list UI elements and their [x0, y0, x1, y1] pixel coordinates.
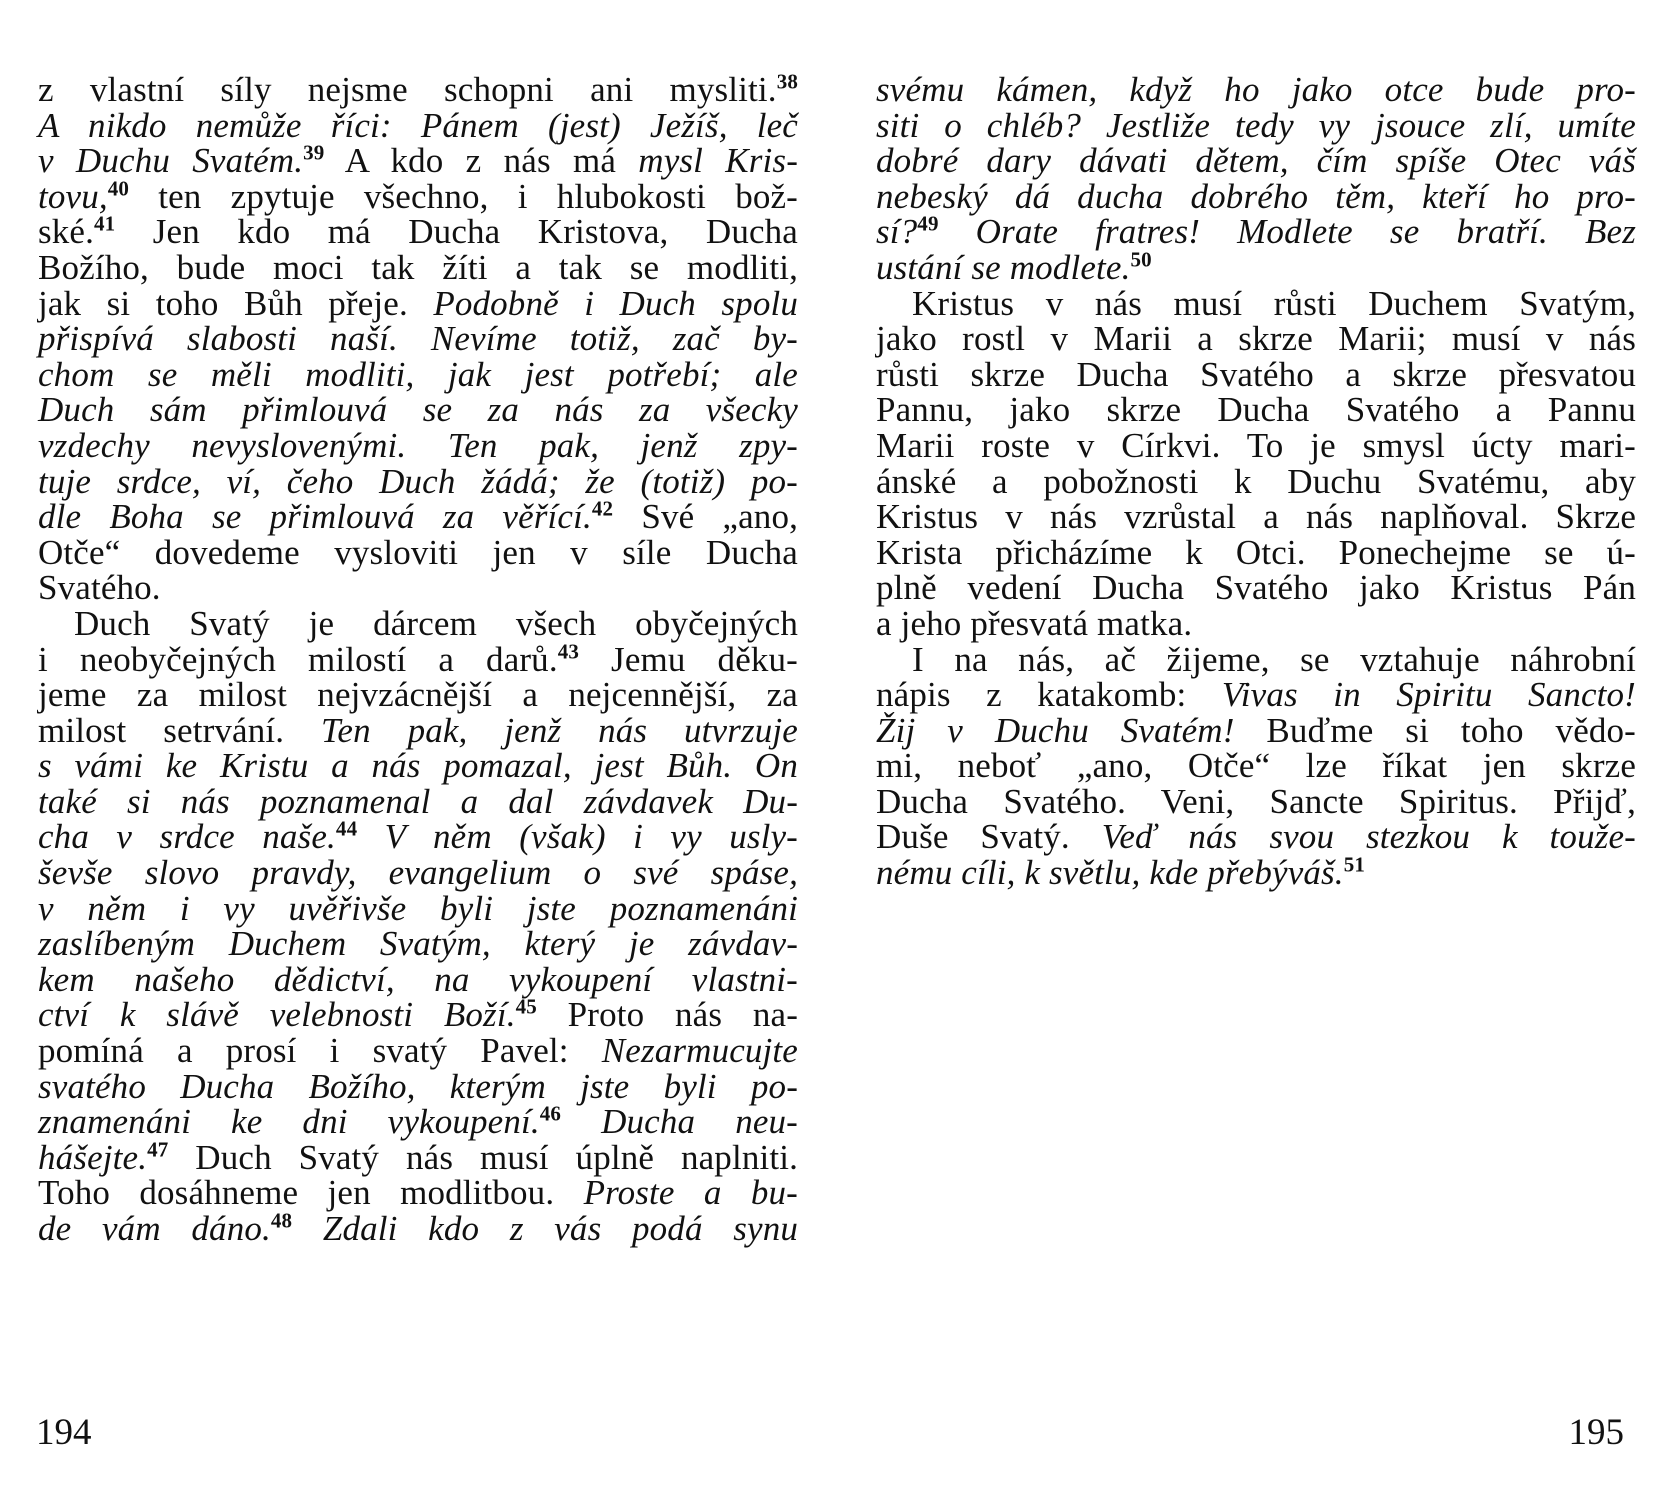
page-number-left: 194 — [36, 1412, 92, 1453]
italic-quote-text: Veď nás svou stezkou k touže- — [1101, 817, 1636, 857]
text-line — [38, 105, 798, 145]
text-line — [38, 247, 798, 287]
text-line — [38, 855, 798, 891]
italic-quote-text: Orate fratres! Modlete se bratří. Bez — [938, 212, 1636, 252]
text-line — [38, 603, 798, 643]
italic-quote-text: Ten pak, jenž nás utvrzuje — [321, 710, 798, 750]
text-line — [38, 570, 798, 606]
right-page — [876, 72, 1636, 891]
italic-quote-text: zaslíbeným Duchem Svatým, který je závdav- — [38, 924, 798, 964]
italic-quote-text: sí? — [876, 212, 918, 252]
body-text: jako rostl v Marii a skrze Marii; musí v nás — [876, 319, 1636, 359]
text-line — [38, 1208, 798, 1248]
italic-quote-text: de vám dáno. — [38, 1209, 271, 1248]
text-line — [38, 748, 798, 784]
body-text: a jeho přesvatá matka. — [876, 603, 1193, 643]
text-line — [876, 781, 1636, 821]
italic-quote-text: A nikdo nemůže říci: Pánem (jest) Ježíš, leč — [38, 105, 798, 145]
footnote-marker: 38 — [776, 69, 798, 94]
footnote-marker: 50 — [1130, 247, 1152, 272]
italic-quote-text: vzdechy nevyslovenými. Ten pak, jenž zpy- — [38, 425, 798, 465]
footnote-marker: 49 — [917, 211, 939, 236]
right-page-text — [876, 72, 1636, 891]
body-text: Ducha Svatého. Veni, Sancte Spiritus. Přijď, — [876, 781, 1636, 821]
italic-quote-text: dobré dary dávati dětem, čím spíše Otec váš — [876, 141, 1636, 181]
text-line — [876, 72, 1636, 108]
footnote-marker: 51 — [1343, 852, 1366, 877]
left-page-text — [38, 69, 798, 1248]
italic-quote-text: tovu, — [38, 176, 108, 216]
text-line — [876, 247, 1636, 287]
text-line — [876, 283, 1636, 323]
text-line — [38, 69, 798, 109]
text-line — [38, 1066, 798, 1106]
body-text: Své „ano, — [613, 497, 798, 537]
text-line — [38, 532, 798, 572]
italic-quote-text: svému kámen, když ho jako otce bude pro- — [876, 70, 1636, 109]
italic-quote-text: tuje srdce, ví, čeho Duch žádá; že (totiž) po- — [38, 461, 798, 501]
text-line — [38, 926, 798, 962]
body-text: Kristus v nás vzrůstal a nás naplňoval. Skrze — [876, 497, 1636, 537]
text-line — [38, 994, 798, 1035]
italic-quote-text: svatého Ducha Božího, kterým jste byli po- — [38, 1066, 798, 1106]
text-line — [876, 819, 1636, 855]
italic-quote-text: mysl Kris- — [638, 141, 798, 181]
text-line — [876, 499, 1636, 535]
footnote-marker: 40 — [107, 176, 130, 201]
text-line — [38, 888, 798, 928]
text-line — [876, 570, 1636, 606]
italic-quote-text: Žij v Duchu Svatém! — [876, 710, 1235, 750]
body-text: Jemu děku- — [579, 639, 798, 679]
text-line — [38, 638, 798, 679]
footnote-marker: 48 — [270, 1208, 293, 1233]
footnote-marker: 46 — [539, 1101, 562, 1126]
text-line — [38, 283, 798, 323]
text-line — [876, 392, 1636, 428]
italic-quote-text: ševše slovo pravdy, evangelium o své spáse, — [38, 853, 798, 893]
italic-quote-text: siti o chléb? Jestliže tedy vy jsouce zlí, umíte — [876, 105, 1636, 145]
text-line — [876, 211, 1636, 252]
text-line — [876, 710, 1636, 750]
text-line — [38, 176, 798, 216]
footnote-marker: 39 — [303, 140, 325, 165]
body-text: Buďme si toho vědo- — [1234, 710, 1636, 750]
text-line — [876, 425, 1636, 465]
body-text: Duch Svatý nás musí úplně naplniti. — [168, 1137, 798, 1177]
text-line — [38, 710, 798, 750]
footnote-marker: 47 — [147, 1137, 169, 1162]
italic-quote-text: ctví k slávě velebnosti Boží. — [38, 995, 516, 1035]
footnote-marker: 43 — [557, 638, 580, 663]
text-line — [38, 1175, 798, 1211]
body-text: Duše Svatý. — [876, 817, 1102, 857]
italic-quote-text: cha v srdce naše. — [38, 817, 336, 857]
text-line — [38, 140, 798, 181]
text-line — [38, 1101, 798, 1142]
body-text: Pannu, jako skrze Ducha Svatého a Pannu — [876, 390, 1636, 430]
body-text: Krista přicházíme k Otci. Ponechejme se ú- — [876, 532, 1636, 572]
italic-quote-text: s vámi ke Kristu a nás pomazal, jest Bůh. On — [38, 746, 798, 786]
body-text: nápis z katakomb: — [876, 675, 1222, 715]
italic-quote-text: V něm (však) i vy usly- — [357, 817, 798, 857]
italic-quote-text: chom se měli modliti, jak jest potřebí; ale — [38, 354, 798, 394]
body-text: Kristus v nás musí růsti Duchem Svatým, — [912, 283, 1636, 323]
text-line — [38, 354, 798, 394]
body-text: I na nás, ač žijeme, se vztahuje náhrobní — [912, 639, 1636, 679]
footnote-marker: 41 — [94, 211, 116, 236]
body-text: plně vedení Ducha Svatého jako Kristus Pán — [876, 568, 1636, 608]
body-text: mi, neboť „ano, Otče“ lze říkat jen skrze — [876, 746, 1636, 786]
text-line — [38, 392, 798, 428]
italic-quote-text: přispívá slabosti naší. Nevíme totiž, zač by- — [38, 319, 798, 359]
body-text: Božího, bude moci tak žíti a tak se modliti, — [38, 247, 798, 287]
body-text: jeme za milost nejvzácnější a nejcennější, za — [38, 675, 798, 715]
text-line — [38, 677, 798, 713]
text-line — [38, 781, 798, 821]
italic-quote-text: kem našeho dědictví, na vykoupení vlastni- — [38, 959, 798, 999]
italic-quote-text: Podobně i Duch spolu — [433, 283, 798, 323]
footnote-marker: 45 — [515, 994, 537, 1019]
italic-quote-text: hášejte. — [38, 1137, 148, 1177]
text-line — [876, 176, 1636, 216]
text-line — [38, 461, 798, 501]
footnote-marker: 42 — [591, 496, 614, 521]
text-line — [876, 143, 1636, 179]
italic-quote-text: také si nás poznamenal a dal závdavek Du- — [38, 781, 798, 821]
body-text: i neobyčejných milostí a darů. — [38, 639, 558, 679]
body-text: ten zpytuje všechno, i hlubokosti bož- — [129, 176, 798, 216]
text-line — [876, 354, 1636, 394]
text-line — [38, 1137, 798, 1177]
text-line — [876, 639, 1636, 679]
text-line — [876, 105, 1636, 145]
text-line — [876, 461, 1636, 501]
body-text: z vlastní síly nejsme schopni ani mysliti. — [38, 70, 777, 109]
italic-quote-text: Nezarmucujte — [601, 1031, 798, 1071]
body-text: ánské a pobožnosti k Duchu Svatému, aby — [876, 461, 1636, 501]
body-text: Duch Svatý je dárcem všech obyčejných — [74, 603, 798, 643]
italic-quote-text: dle Boha se přimlouvá za věřící. — [38, 497, 592, 537]
text-line — [38, 816, 798, 857]
italic-quote-text: v Duchu Svatém. — [38, 141, 304, 181]
text-line — [876, 748, 1636, 784]
body-text: Proto nás na- — [536, 995, 798, 1035]
text-line — [38, 959, 798, 999]
text-line — [876, 321, 1636, 357]
text-line — [876, 603, 1636, 643]
text-line — [876, 677, 1636, 713]
italic-quote-text: Zdali kdo z vás podá synu — [292, 1209, 798, 1248]
body-text: Svatého. — [38, 568, 161, 608]
text-line — [38, 321, 798, 357]
italic-quote-text: Ducha neu- — [561, 1102, 798, 1142]
text-line — [38, 425, 798, 465]
italic-quote-text: znamenáni ke dni vykoupení. — [38, 1102, 540, 1142]
body-text: Otče“ dovedeme vysloviti jen v síle Ducha — [38, 532, 798, 572]
body-text: milost setrvání. — [38, 710, 321, 750]
text-line — [876, 852, 1636, 893]
page-number-right: 195 — [1568, 1412, 1624, 1453]
text-line — [38, 496, 798, 537]
italic-quote-text: nebeský dá ducha dobrého těm, kteří ho pro- — [876, 176, 1636, 216]
italic-quote-text: Vivas in Spiritu Sancto! — [1221, 675, 1636, 715]
body-text: A kdo z nás má — [324, 141, 639, 181]
body-text: Marii roste v Církvi. To je smysl úcty mari- — [876, 425, 1636, 465]
italic-quote-text: nému cíli, k světlu, kde přebýváš. — [876, 853, 1344, 893]
italic-quote-text: v něm i vy uvěřivše byli jste poznamenáni — [38, 888, 798, 928]
body-text: pomíná a prosí i svatý Pavel: — [38, 1031, 602, 1071]
left-page — [38, 69, 798, 1248]
italic-quote-text: Duch sám přimlouvá se za nás za všecky — [38, 390, 798, 430]
italic-quote-text: ustání se modlete. — [876, 247, 1131, 287]
body-text: jak si toho Bůh přeje. — [38, 283, 434, 323]
body-text: ské. — [38, 212, 95, 252]
footnote-marker: 44 — [335, 816, 358, 841]
italic-quote-text: Proste a bu- — [583, 1173, 798, 1213]
body-text: Jen kdo má Ducha Kristova, Ducha — [115, 212, 798, 252]
text-line — [38, 211, 798, 252]
body-text: růsti skrze Ducha Svatého a skrze přesvatou — [876, 354, 1636, 394]
text-line — [876, 532, 1636, 572]
text-line — [38, 1033, 798, 1069]
body-text: Toho dosáhneme jen modlitbou. — [38, 1173, 584, 1213]
